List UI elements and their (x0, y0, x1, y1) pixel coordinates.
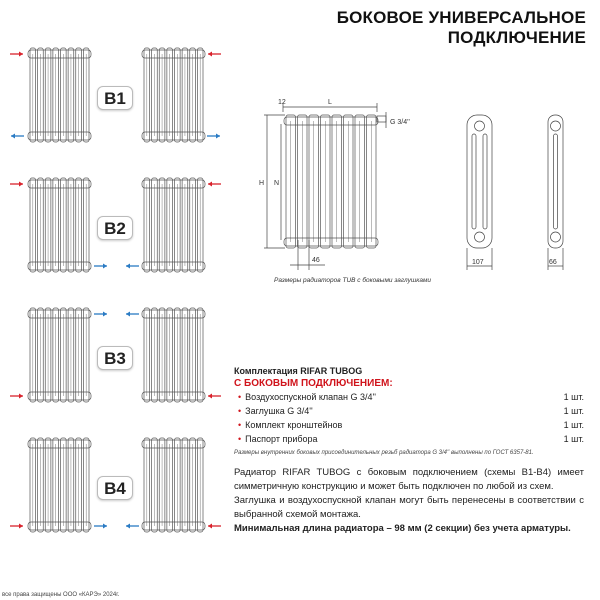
dim-12: 12 (278, 99, 286, 106)
list-item: • Воздухоспускной клапан G 3/4'' 1 шт. (238, 392, 584, 402)
scheme-label-b1: B1 (97, 86, 133, 110)
scheme-label-b4: B4 (97, 476, 133, 500)
bullet-icon: • (238, 420, 242, 430)
copyright: все права защищены ООО «КАРЭ» 2024г. (2, 592, 120, 598)
radiator-front-view (284, 115, 378, 248)
dim-107: 107 (472, 259, 484, 266)
list-item: • Заглушка G 3/4'' 1 шт. (238, 406, 584, 416)
list-item: • Паспорт прибора 1 шт. (238, 434, 584, 444)
scheme-label-b3: B3 (97, 346, 133, 370)
kit-list (234, 392, 584, 448)
bullet-icon: • (238, 392, 242, 402)
page-title: БОКОВОЕ УНИВЕРСАЛЬНОЕ ПОДКЛЮЧЕНИЕ (336, 8, 586, 47)
dim-h: H (259, 180, 265, 187)
dimension-drawing (250, 90, 600, 280)
kit-subheading: С БОКОВЫМ ПОДКЛЮЧЕНИЕМ: (234, 378, 393, 389)
description: Радиатор RIFAR TUBOG с боковым подключением (схемы B1-B4) имеет симметричную конструкцию и может быть подключен по любой из схем. Заглушка и воздухоспускной клапан могут быть перенесены в соответствии с выбранной схемой монтажа. Минимальная длина радиатора – 98 мм (2 секции) без учета арматуры. (234, 467, 584, 534)
dim-n: N (274, 180, 280, 187)
dim-66: 66 (549, 259, 557, 266)
list-item: • Комплект кронштейнов 1 шт. (238, 420, 584, 430)
dim-46: 46 (312, 257, 320, 264)
kit-section (234, 366, 584, 456)
dim-l: L (328, 99, 332, 106)
kit-heading: Комплектация RIFAR TUBOG (234, 366, 363, 376)
thread-label: G 3/4'' (390, 119, 410, 126)
bullet-icon: • (238, 406, 242, 416)
bullet-icon: • (238, 434, 242, 444)
drawing-caption: Размеры радиаторов TUB с боковыми заглушками (274, 277, 432, 284)
scheme-label-b2: B2 (97, 216, 133, 240)
thread-note: Размеры внутренних боковых присоединительных резьб радиатора G 3/4'' выполнены по ГОСТ 6357-81. (234, 450, 534, 456)
